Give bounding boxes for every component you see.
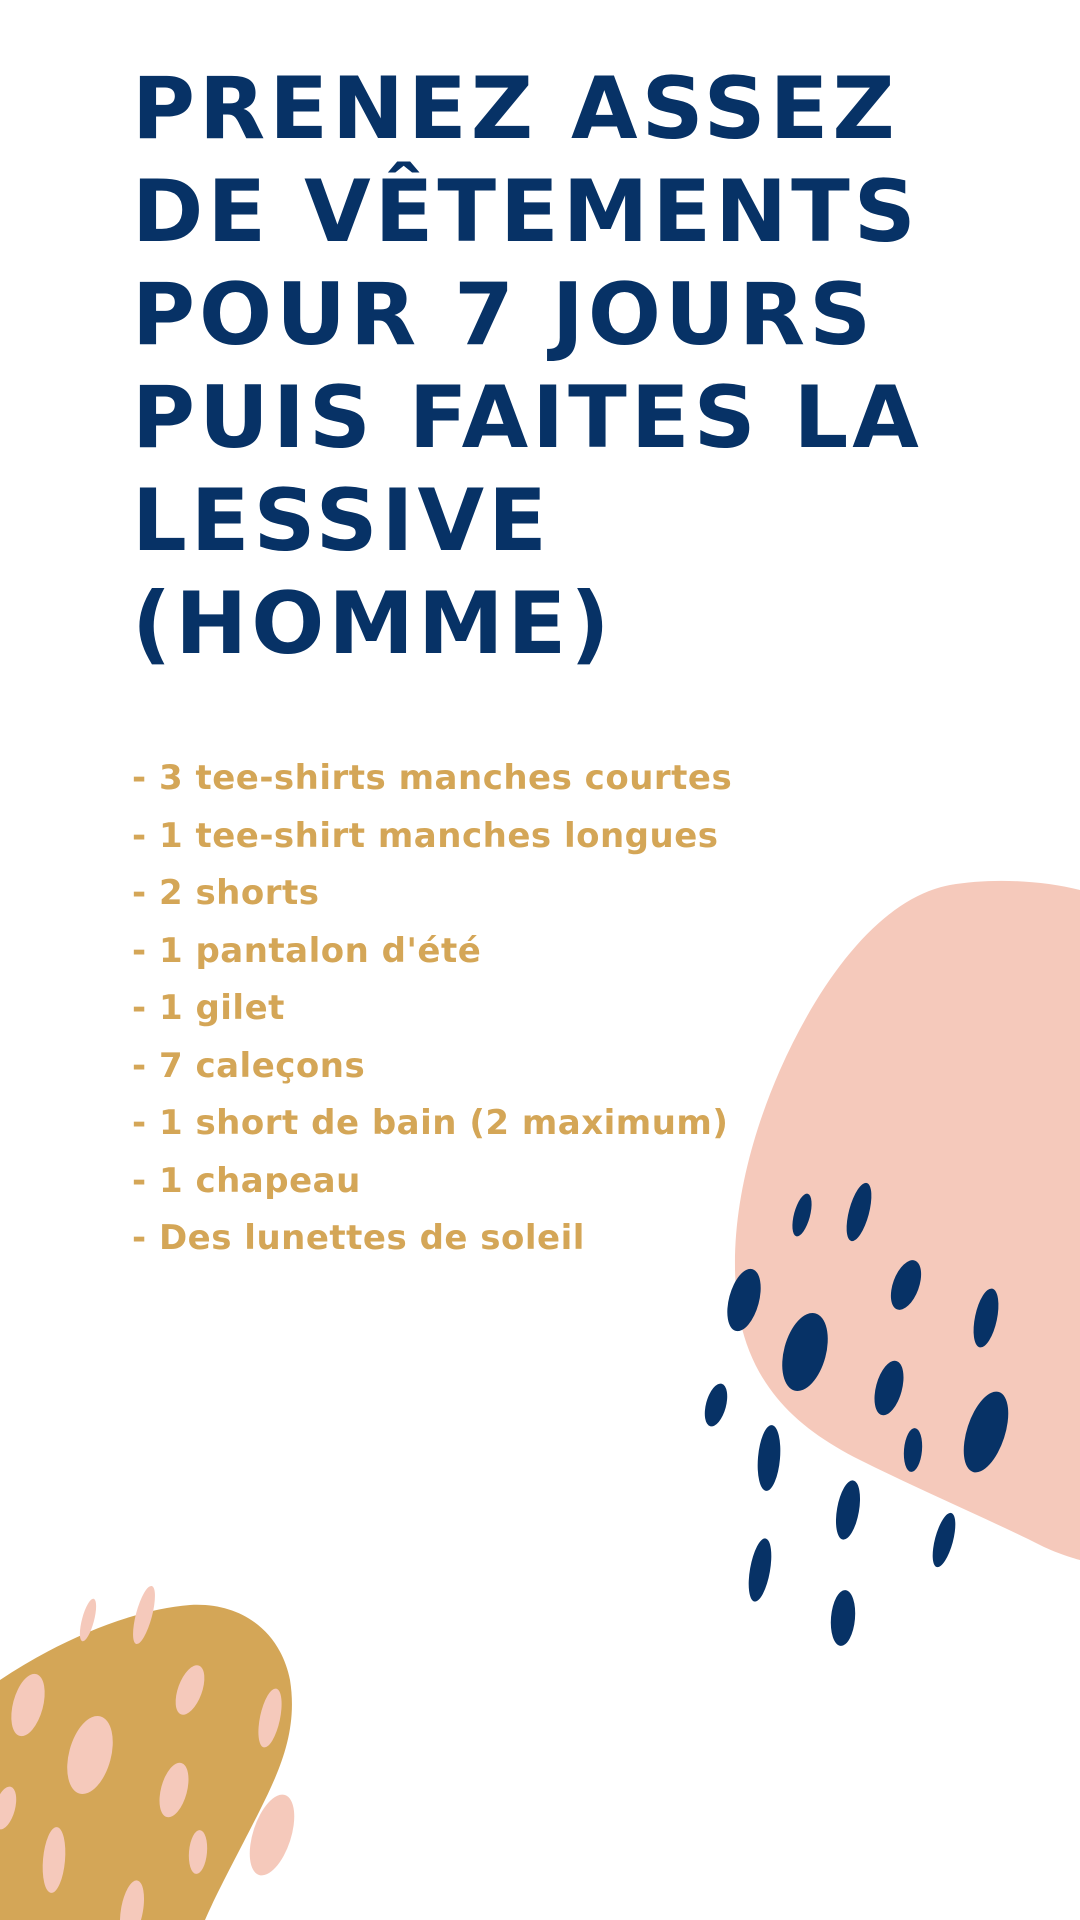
list-item: - 3 tee-shirts manches courtes	[132, 758, 733, 798]
navy-spot	[832, 1479, 864, 1542]
page-title	[132, 58, 1032, 676]
list-item: - 2 shorts	[132, 873, 320, 913]
list-item: - 1 tee-shirt manches longues	[132, 815, 719, 856]
navy-spot	[701, 1381, 732, 1429]
list-item: - 7 caleçons	[132, 1045, 366, 1086]
list-item: - 1 gilet	[132, 988, 285, 1028]
navy-spot	[755, 1424, 783, 1492]
list-item: - 1 chapeau	[132, 1160, 361, 1201]
title-line: PUIS FAITES LA	[132, 368, 923, 468]
title-line: LESSIVE	[132, 471, 551, 571]
title-line: PRENEZ ASSEZ	[132, 59, 899, 159]
navy-spot	[745, 1537, 776, 1604]
title-line: (HOMME)	[132, 574, 614, 674]
navy-spot	[829, 1589, 858, 1647]
clothing-checklist	[132, 750, 732, 1268]
list-item: - 1 pantalon d'été	[132, 930, 482, 971]
list-item: - 1 short de bain (2 maximum)	[132, 1103, 729, 1143]
title-line: POUR 7 JOURS	[132, 265, 876, 365]
list-item: - Des lunettes de soleil	[132, 1218, 585, 1258]
navy-spot	[928, 1511, 960, 1570]
title-line: DE VÊTEMENTS	[132, 162, 920, 262]
